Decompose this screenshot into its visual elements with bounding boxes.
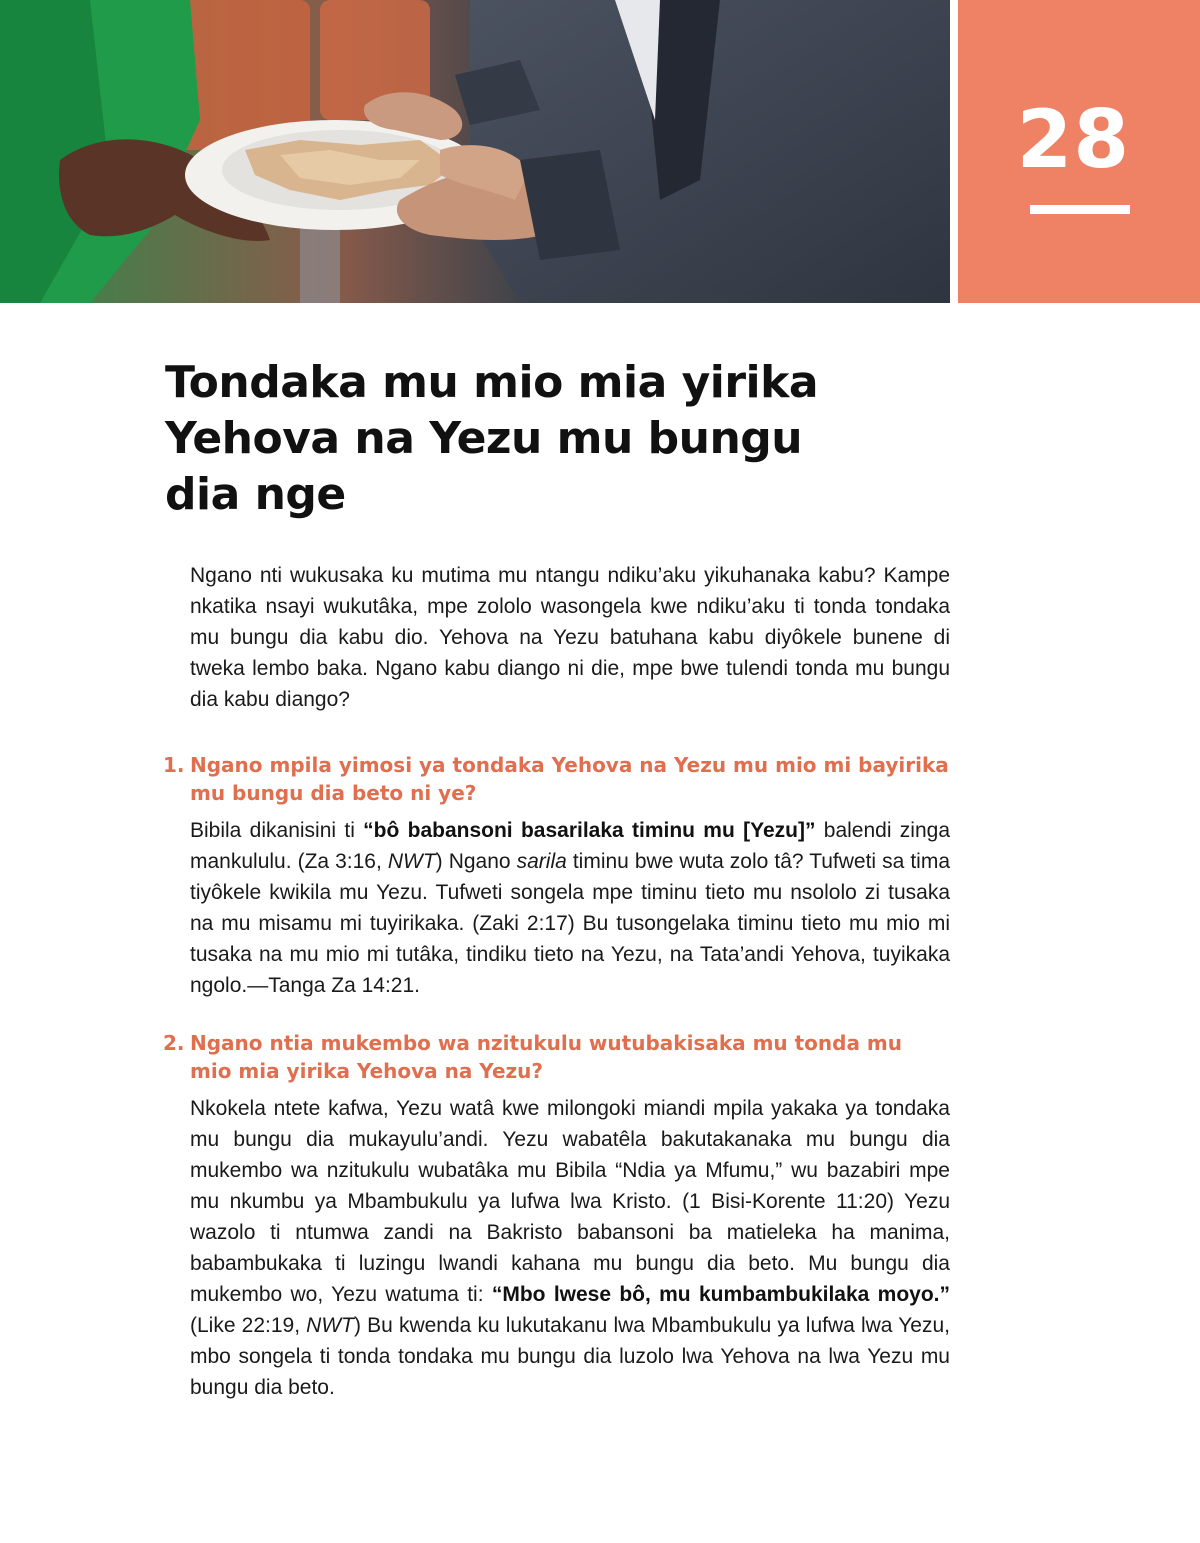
answer-1-text-c: ) Ngano <box>435 850 517 873</box>
chapter-number: 28 <box>1016 93 1130 186</box>
question-1 <box>163 751 950 807</box>
answer-2-bold-quote: “Mbo lwese bô, mu kumbambukilaka moyo.” <box>491 1283 950 1306</box>
chapter-underline <box>1030 205 1130 214</box>
page-title: Tondaka mu mio mia yirika Yehova na Yezu mu bungu dia nge <box>165 357 819 520</box>
question-1-text: Ngano mpila yimosi ya tondaka Yehova na Yezu mu mio mi bayirika mu bungu dia beto ni ye? <box>190 753 949 805</box>
answer-2-text-b: (Like 22:19, <box>190 1314 307 1337</box>
answer-2-paragraph <box>190 1093 950 1403</box>
answer-1-text-d: timinu bwe wuta zolo tâ? Tufweti sa tima tiyôkele kwikila mu Yezu. Tufweti songela mpe timinu tieto mu nsololo zi tusaka na mu misamu mi tuyirikaka. (Zaki 2:17) Bu tusongelaka timinu tieto mu mio mi tusaka na mu mio mi tutâka, tindiku tieto na Yezu, na Tata’andi Yehova, tuyikaka ngolo.—Tanga Za 14:21. <box>190 850 951 997</box>
answer-1-italic-sarila: sarila <box>516 850 567 873</box>
question-1-number: 1. <box>163 753 185 777</box>
hero-photo-illustration <box>0 0 950 303</box>
question-2-text: Ngano ntia mukembo wa nzitukulu wutubakisaka mu tonda mu mio mia yirika Yehova na Yezu? <box>190 1031 903 1083</box>
answer-1-paragraph <box>190 815 950 1001</box>
answer-1-italic-nwt: NWT <box>387 850 436 873</box>
question-2 <box>163 1029 950 1085</box>
answer-2-text-c: ) Bu kwenda ku lukutakanu lwa Mbambukulu ya lufwa lwa Yezu, mbo songela ti tonda tondaka mu bungu dia luzolo lwa Yehova na lwa Yezu mu bungu dia beto. <box>190 1314 950 1399</box>
answer-1-bold-quote: “bô babansoni basarilaka timinu mu [Yezu]” <box>363 819 816 842</box>
answer-2-text-a: Nkokela ntete kafwa, Yezu watâ kwe milongoki miandi mpila yakaka ya tondaka mu bungu dia mukayulu’andi. Yezu wabatêla bakutakanaka mu bungu dia mukembo wa nzitukulu wubatâka mu Bibila “Ndia ya Mfumu,” wu bazabiri mpe mu nkumbu ya Mbambukulu ya lufwa lwa Kristo. (1 Bisi-Korente 11:20) Yezu wazolo ti ntumwa zandi na Bakristo babansoni ba matieleka ha manima, babambukaka ti luzingu lwandi kahana mu bungu dia beto. Mu bungu dia mukembo wo, Yezu watuma ti: <box>190 1097 950 1306</box>
question-2-number: 2. <box>163 1031 185 1055</box>
answer-2-italic-nwt: NWT <box>306 1314 354 1337</box>
chapter-badge <box>958 0 1200 303</box>
answer-1-text-b: balendi zinga mankululu. (Za 3:16, <box>190 819 950 873</box>
article-body <box>163 560 951 1403</box>
hero-photo <box>0 0 950 303</box>
intro-paragraph: Ngano nti wukusaka ku mutima mu ntangu ndiku’aku yikuhanaka kabu? Kampe nkatika nsayi wukutâka, mpe zololo wasongela kwe ndiku’aku ti tonda tondaka mu bungu dia kabu dio. Yehova na Yezu batuhana kabu diyôkele bunene di tweka lembo baka. Ngano kabu diango ni die, mpe bwe tulendi tonda mu bungu dia kabu diango? <box>190 564 950 711</box>
answer-1-text-a: Bibila dikanisini ti <box>190 819 364 842</box>
